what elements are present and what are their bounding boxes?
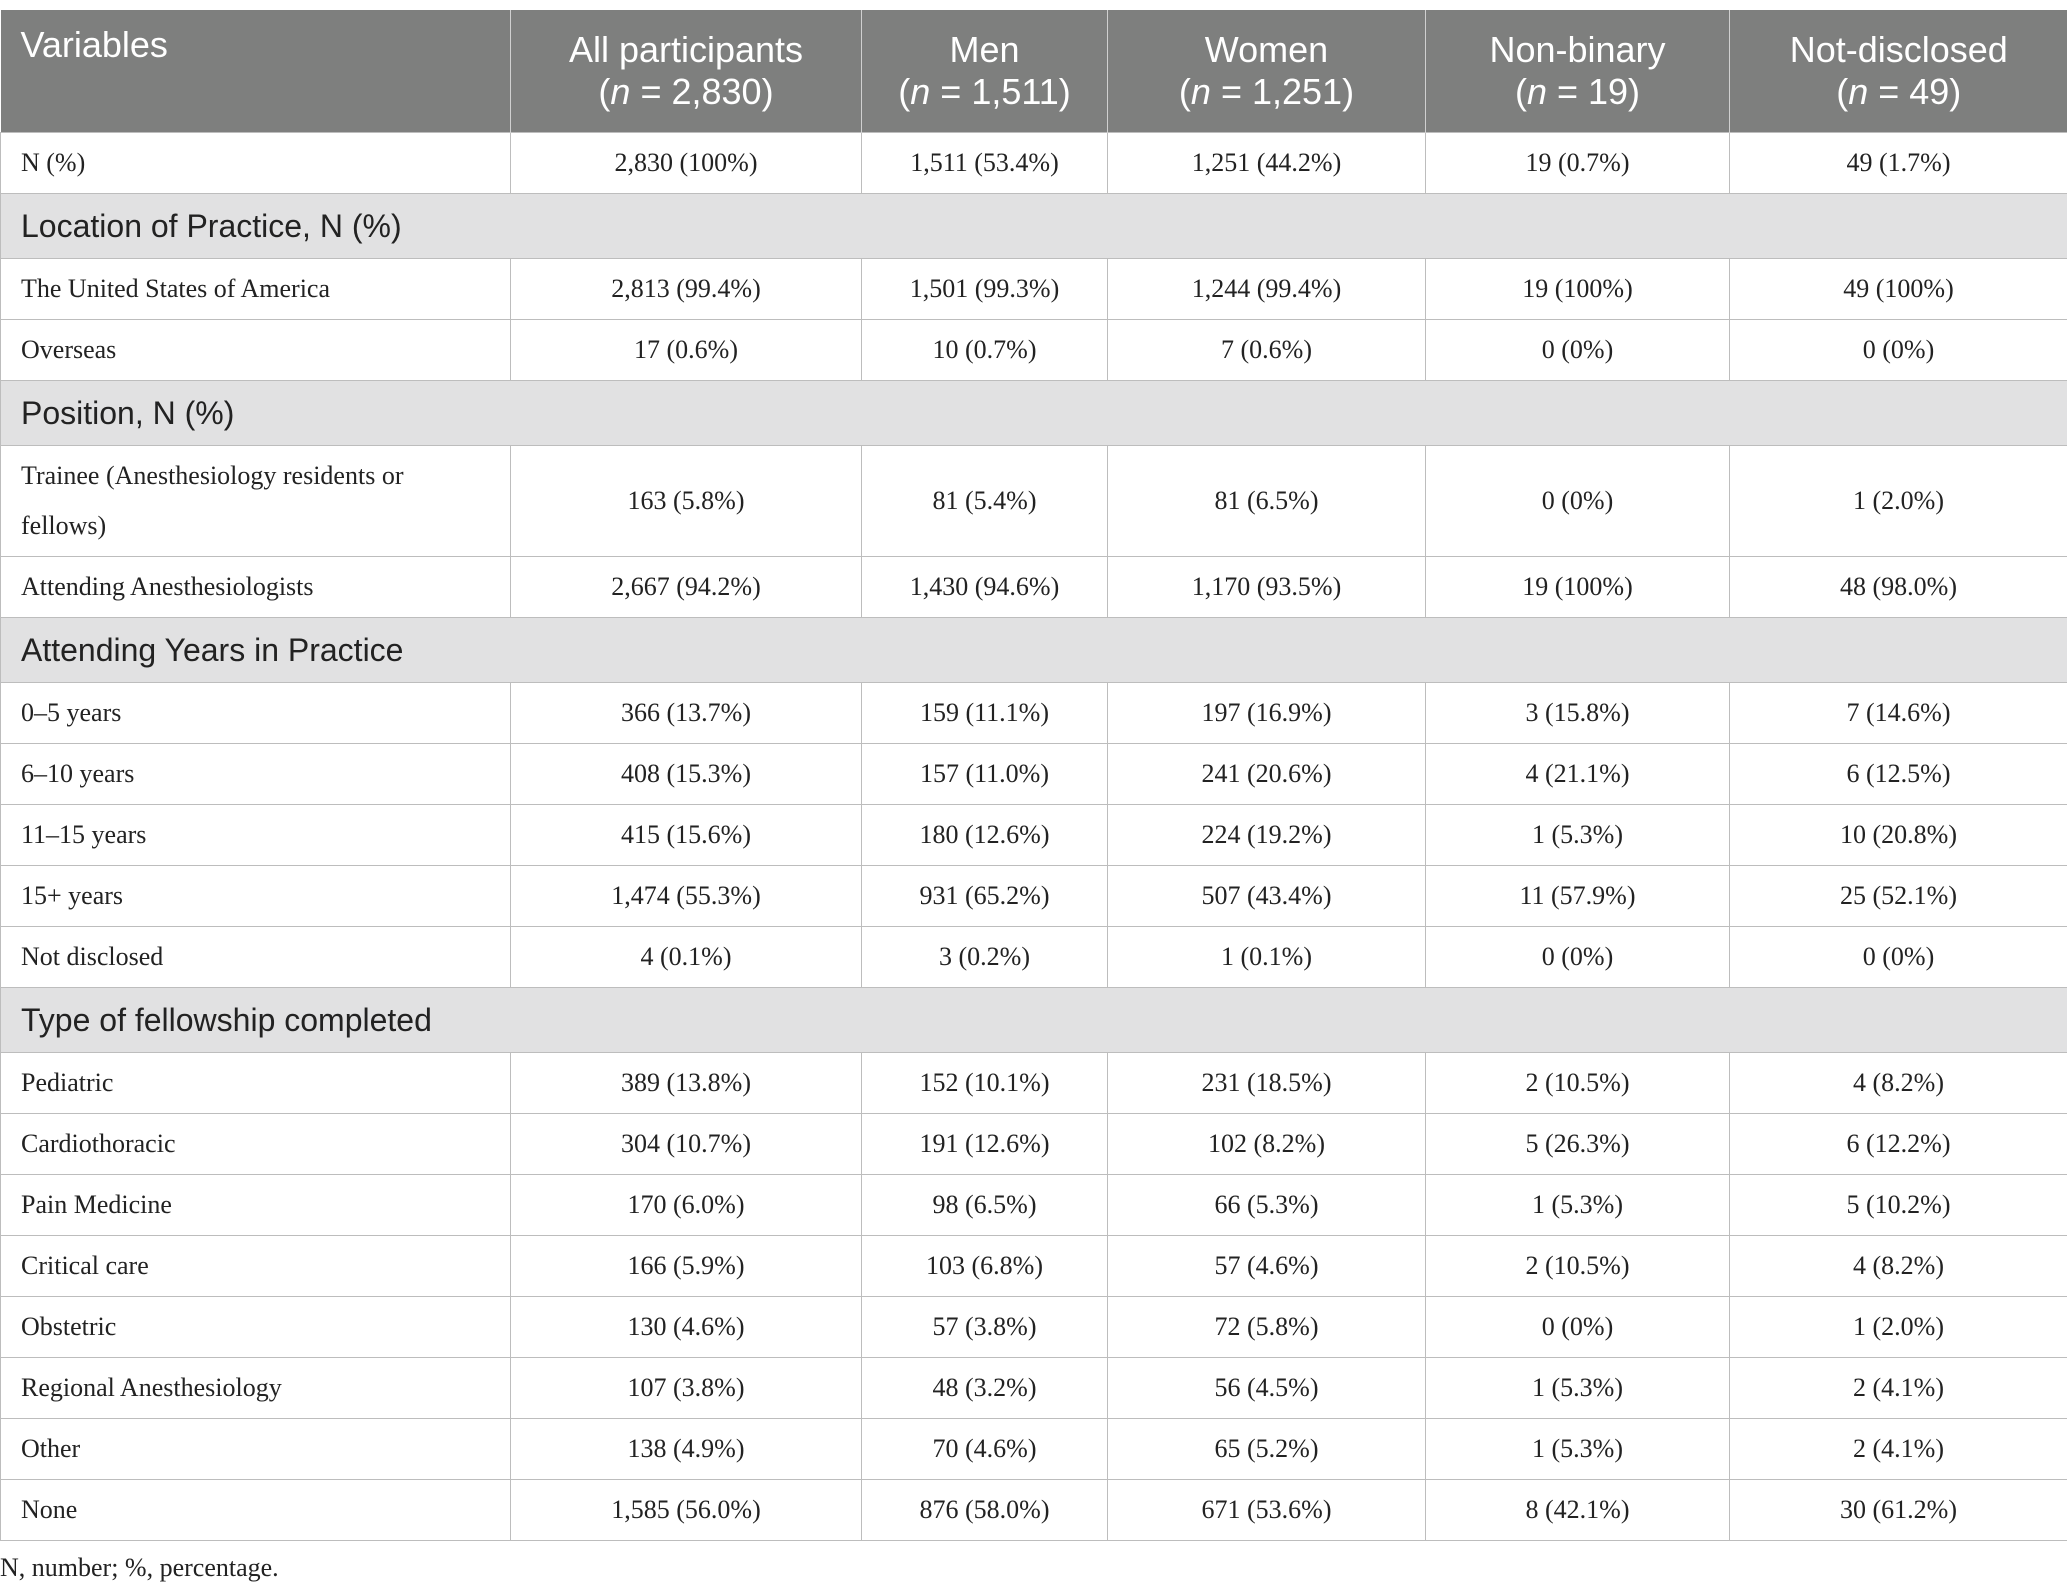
table-cell: 30 (61.2%)	[1730, 1480, 2067, 1541]
table-cell: 0 (0%)	[1730, 927, 2067, 988]
table-cell: 7 (0.6%)	[1108, 320, 1426, 381]
section-label: Location of Practice, N (%)	[1, 194, 2067, 259]
table-cell: 1 (5.3%)	[1426, 1358, 1730, 1419]
table-row	[1, 1297, 2067, 1358]
table-cell: 0 (0%)	[1426, 927, 1730, 988]
table-cell: 1,511 (53.4%)	[862, 133, 1108, 194]
row-label: Overseas	[1, 320, 511, 381]
table-cell: 0 (0%)	[1426, 320, 1730, 381]
table-cell: 231 (18.5%)	[1108, 1053, 1426, 1114]
table-cell: 0 (0%)	[1426, 1297, 1730, 1358]
header-non-binary: Non-binary (n = 19)	[1426, 10, 1730, 133]
header-women: Women (n = 1,251)	[1108, 10, 1426, 133]
table-cell: 507 (43.4%)	[1108, 866, 1426, 927]
table-row	[1, 133, 2067, 194]
table-footnote: N, number; %, percentage.	[0, 1553, 279, 1582]
header-men: Men (n = 1,511)	[862, 10, 1108, 133]
table-container	[0, 10, 2067, 1583]
table-cell: 10 (20.8%)	[1730, 805, 2067, 866]
row-label: 0–5 years	[1, 683, 511, 744]
header-row	[1, 10, 2067, 133]
table-row	[1, 744, 2067, 805]
table-cell: 2,830 (100%)	[511, 133, 862, 194]
table-row	[1, 1114, 2067, 1175]
table-cell: 3 (0.2%)	[862, 927, 1108, 988]
table-cell: 4 (0.1%)	[511, 927, 862, 988]
table-cell: 81 (5.4%)	[862, 446, 1108, 557]
table-cell: 224 (19.2%)	[1108, 805, 1426, 866]
table-cell: 4 (21.1%)	[1426, 744, 1730, 805]
table-cell: 1,251 (44.2%)	[1108, 133, 1426, 194]
section-label: Position, N (%)	[1, 381, 2067, 446]
table-cell: 1,501 (99.3%)	[862, 259, 1108, 320]
table-cell: 671 (53.6%)	[1108, 1480, 1426, 1541]
table-cell: 2 (4.1%)	[1730, 1419, 2067, 1480]
table-cell: 66 (5.3%)	[1108, 1175, 1426, 1236]
table-cell: 7 (14.6%)	[1730, 683, 2067, 744]
table-row	[1, 1480, 2067, 1541]
table-cell: 5 (26.3%)	[1426, 1114, 1730, 1175]
table-cell: 48 (3.2%)	[862, 1358, 1108, 1419]
header-all-participants: All participants (n = 2,830)	[511, 10, 862, 133]
table-cell: 72 (5.8%)	[1108, 1297, 1426, 1358]
table-cell: 138 (4.9%)	[511, 1419, 862, 1480]
table-row	[1, 1236, 2067, 1297]
row-label: Pain Medicine	[1, 1175, 511, 1236]
header-variables: Variables	[1, 10, 511, 133]
row-label: Pediatric	[1, 1053, 511, 1114]
table-cell: 65 (5.2%)	[1108, 1419, 1426, 1480]
table-cell: 5 (10.2%)	[1730, 1175, 2067, 1236]
section-header-row	[1, 194, 2067, 259]
table-row	[1, 866, 2067, 927]
table-cell: 70 (4.6%)	[862, 1419, 1108, 1480]
table-row	[1, 259, 2067, 320]
table-row	[1, 1175, 2067, 1236]
demographics-table	[0, 10, 2067, 1541]
row-label: The United States of America	[1, 259, 511, 320]
table-cell: 57 (4.6%)	[1108, 1236, 1426, 1297]
table-cell: 1,430 (94.6%)	[862, 557, 1108, 618]
table-cell: 304 (10.7%)	[511, 1114, 862, 1175]
section-label: Type of fellowship completed	[1, 988, 2067, 1053]
table-cell: 2 (4.1%)	[1730, 1358, 2067, 1419]
row-label: 11–15 years	[1, 805, 511, 866]
row-label: Cardiothoracic	[1, 1114, 511, 1175]
table-cell: 19 (0.7%)	[1426, 133, 1730, 194]
table-cell: 1,474 (55.3%)	[511, 866, 862, 927]
table-cell: 389 (13.8%)	[511, 1053, 862, 1114]
table-cell: 1 (2.0%)	[1730, 446, 2067, 557]
table-cell: 2,813 (99.4%)	[511, 259, 862, 320]
table-cell: 3 (15.8%)	[1426, 683, 1730, 744]
table-cell: 6 (12.5%)	[1730, 744, 2067, 805]
table-cell: 4 (8.2%)	[1730, 1236, 2067, 1297]
row-label: Critical care	[1, 1236, 511, 1297]
section-header-row	[1, 618, 2067, 683]
table-cell: 408 (15.3%)	[511, 744, 862, 805]
table-cell: 4 (8.2%)	[1730, 1053, 2067, 1114]
table-cell: 1 (5.3%)	[1426, 1175, 1730, 1236]
table-row	[1, 927, 2067, 988]
table-cell: 1,585 (56.0%)	[511, 1480, 862, 1541]
table-cell: 49 (100%)	[1730, 259, 2067, 320]
table-cell: 2 (10.5%)	[1426, 1236, 1730, 1297]
section-header-row	[1, 381, 2067, 446]
table-row	[1, 446, 2067, 557]
table-row	[1, 320, 2067, 381]
row-label: 6–10 years	[1, 744, 511, 805]
table-cell: 130 (4.6%)	[511, 1297, 862, 1358]
table-cell: 49 (1.7%)	[1730, 133, 2067, 194]
table-cell: 241 (20.6%)	[1108, 744, 1426, 805]
table-cell: 107 (3.8%)	[511, 1358, 862, 1419]
table-cell: 170 (6.0%)	[511, 1175, 862, 1236]
table-cell: 2 (10.5%)	[1426, 1053, 1730, 1114]
table-row	[1, 1419, 2067, 1480]
table-cell: 10 (0.7%)	[862, 320, 1108, 381]
table-cell: 366 (13.7%)	[511, 683, 862, 744]
section-label: Attending Years in Practice	[1, 618, 2067, 683]
table-cell: 0 (0%)	[1426, 446, 1730, 557]
table-cell: 103 (6.8%)	[862, 1236, 1108, 1297]
table-cell: 159 (11.1%)	[862, 683, 1108, 744]
table-cell: 191 (12.6%)	[862, 1114, 1108, 1175]
row-label: Not disclosed	[1, 927, 511, 988]
table-cell: 157 (11.0%)	[862, 744, 1108, 805]
table-cell: 1 (5.3%)	[1426, 805, 1730, 866]
table-cell: 57 (3.8%)	[862, 1297, 1108, 1358]
table-cell: 25 (52.1%)	[1730, 866, 2067, 927]
row-label: N (%)	[1, 133, 511, 194]
table-cell: 197 (16.9%)	[1108, 683, 1426, 744]
table-body	[1, 133, 2067, 1541]
table-cell: 1 (0.1%)	[1108, 927, 1426, 988]
table-cell: 415 (15.6%)	[511, 805, 862, 866]
table-cell: 166 (5.9%)	[511, 1236, 862, 1297]
table-cell: 1,170 (93.5%)	[1108, 557, 1426, 618]
table-cell: 180 (12.6%)	[862, 805, 1108, 866]
table-cell: 163 (5.8%)	[511, 446, 862, 557]
table-row	[1, 805, 2067, 866]
table-cell: 2,667 (94.2%)	[511, 557, 862, 618]
row-label: Other	[1, 1419, 511, 1480]
row-label: Regional Anesthesiology	[1, 1358, 511, 1419]
table-cell: 19 (100%)	[1426, 259, 1730, 320]
row-label: 15+ years	[1, 866, 511, 927]
table-cell: 931 (65.2%)	[862, 866, 1108, 927]
table-cell: 6 (12.2%)	[1730, 1114, 2067, 1175]
row-label: Attending Anesthesiologists	[1, 557, 511, 618]
table-cell: 11 (57.9%)	[1426, 866, 1730, 927]
header-not-disclosed: Not-disclosed (n = 49)	[1730, 10, 2067, 133]
table-row	[1, 683, 2067, 744]
table-cell: 8 (42.1%)	[1426, 1480, 1730, 1541]
table-cell: 17 (0.6%)	[511, 320, 862, 381]
table-cell: 1 (5.3%)	[1426, 1419, 1730, 1480]
table-cell: 98 (6.5%)	[862, 1175, 1108, 1236]
table-cell: 1 (2.0%)	[1730, 1297, 2067, 1358]
table-cell: 0 (0%)	[1730, 320, 2067, 381]
section-header-row	[1, 988, 2067, 1053]
table-row	[1, 557, 2067, 618]
row-label: None	[1, 1480, 511, 1541]
table-cell: 102 (8.2%)	[1108, 1114, 1426, 1175]
table-row	[1, 1358, 2067, 1419]
table-cell: 1,244 (99.4%)	[1108, 259, 1426, 320]
row-label: Trainee (Anesthesiology residents or fellows)	[1, 446, 511, 557]
table-row	[1, 1053, 2067, 1114]
row-label: Obstetric	[1, 1297, 511, 1358]
table-cell: 152 (10.1%)	[862, 1053, 1108, 1114]
table-cell: 81 (6.5%)	[1108, 446, 1426, 557]
table-cell: 56 (4.5%)	[1108, 1358, 1426, 1419]
table-cell: 19 (100%)	[1426, 557, 1730, 618]
table-cell: 48 (98.0%)	[1730, 557, 2067, 618]
table-cell: 876 (58.0%)	[862, 1480, 1108, 1541]
